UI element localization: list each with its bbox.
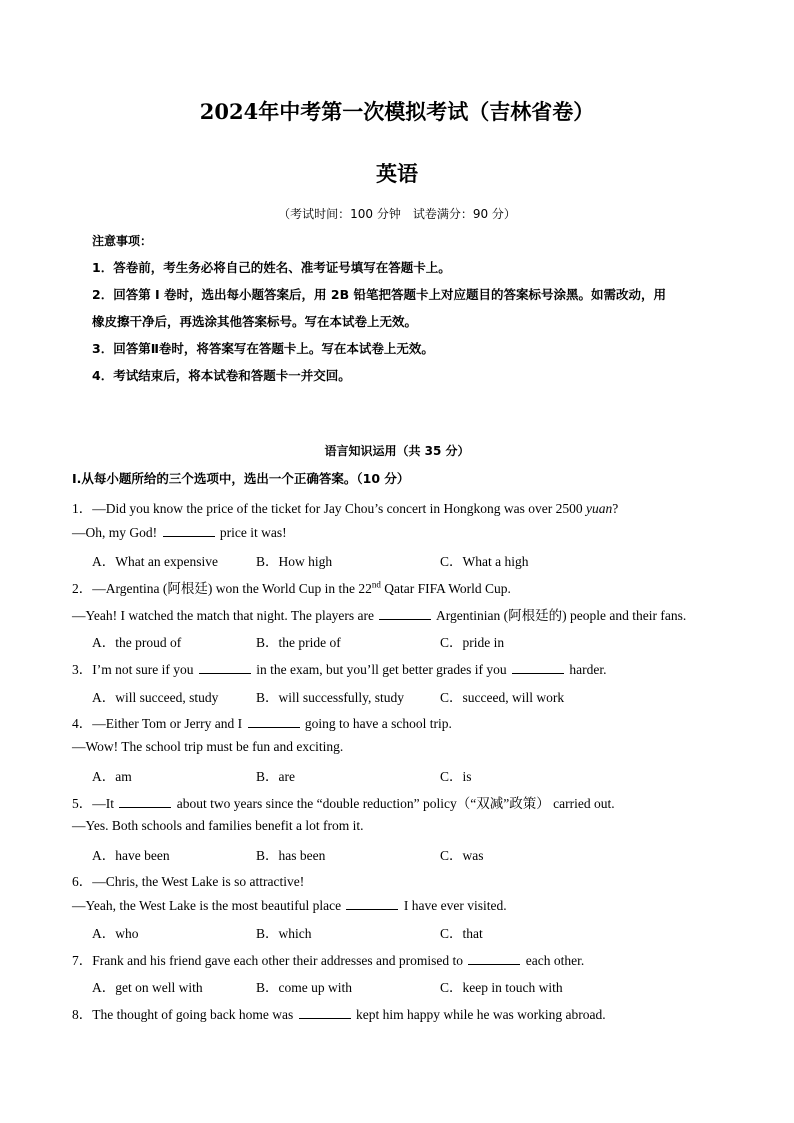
question-2-line-2: —Yeah! I watched the match that night. The players are Argentinian (阿根廷的) people and their fans. <box>72 608 687 623</box>
question-5-line-1: 5．—It about two years since the “double reduction” policy（“双减”政策） carried out. <box>72 796 615 811</box>
question-1-line-1: 1．—Did you know the price of the ticket for Jay Chou’s concert in Hongkong was over 2500 yuan? <box>72 501 619 516</box>
answer-blank <box>199 661 251 674</box>
question-7-line-1: 7．Frank and his friend gave each other their addresses and promised to each other. <box>72 953 585 968</box>
notice-item-2-cont: 橡皮擦干净后，再选涂其他答案标号。写在本试卷上无效。 <box>92 314 418 329</box>
option-a: A．am <box>92 769 132 784</box>
answer-blank <box>512 661 564 674</box>
option-b: B．has been <box>256 848 326 863</box>
option-c: C．was <box>440 848 484 863</box>
option-c: C．pride in <box>440 635 505 650</box>
option-a: A．have been <box>92 848 170 863</box>
question-5-line-2: —Yes. Both schools and families benefit a lot from it. <box>72 818 364 833</box>
question-5-options <box>92 844 732 864</box>
notice-item-1: 1．答卷前，考生务必将自己的姓名、准考证号填写在答题卡上。 <box>92 260 451 275</box>
option-c: C．What a high <box>440 554 529 569</box>
answer-blank <box>346 897 398 910</box>
question-2-line-1: 2．—Argentina (阿根廷) won the World Cup in the 22nd Qatar FIFA World Cup. <box>72 579 511 596</box>
option-b: B．How high <box>256 554 333 569</box>
question-4-line-2: —Wow! The school trip must be fun and exciting. <box>72 739 344 754</box>
question-4-line-1: 4．—Either Tom or Jerry and I going to have a school trip. <box>72 716 452 731</box>
option-b: B．which <box>256 926 312 941</box>
question-6-line-1: 6．—Chris, the West Lake is so attractive! <box>72 874 305 889</box>
subject-title: 英语 <box>376 161 418 186</box>
answer-blank <box>468 952 520 965</box>
section-heading: 语言知识运用（共 35 分） <box>324 444 470 458</box>
notice-item-3: 3．回答第Ⅱ卷时，将答案写在答题卡上。写在本试卷上无效。 <box>92 341 434 356</box>
answer-blank <box>163 524 215 537</box>
question-8-line-1: 8．The thought of going back home was kept him happy while he was working abroad. <box>72 1007 606 1022</box>
option-a: A．get on well with <box>92 980 203 995</box>
question-7-options <box>92 976 732 996</box>
notice-item-4: 4．考试结束后，将本试卷和答题卡一并交回。 <box>92 368 351 383</box>
part-heading: I.从每小题所给的三个选项中，选出一个正确答案。（10 分） <box>72 471 410 486</box>
question-3-line-1: 3．I’m not sure if you in the exam, but you’ll get better grades if you harder. <box>72 662 607 677</box>
question-1-options <box>92 550 732 570</box>
notice-heading: 注意事项： <box>92 234 153 248</box>
question-6-line-2: —Yeah, the West Lake is the most beautiful place I have ever visited. <box>72 898 507 913</box>
page-title: 2024年中考第一次模拟考试（吉林省卷） <box>199 99 595 124</box>
option-a: A．What an expensive <box>92 554 218 569</box>
answer-blank <box>119 795 171 808</box>
option-a: A．will succeed, study <box>92 690 219 705</box>
question-4-options <box>92 765 732 785</box>
option-b: B．will successfully, study <box>256 690 404 705</box>
answer-blank <box>248 715 300 728</box>
option-b: B．are <box>256 769 295 784</box>
option-c: C．is <box>440 769 472 784</box>
option-b: B．come up with <box>256 980 352 995</box>
question-2-options <box>92 631 732 651</box>
notice-item-2: 2．回答第 I 卷时，选出每小题答案后，用 2B 铅笔把答题卡上对应题目的答案标号涂黑。如需改动，用 <box>92 287 666 302</box>
answer-blank <box>299 1006 351 1019</box>
question-6-options <box>92 922 732 942</box>
option-a: A．who <box>92 926 139 941</box>
option-c: C．that <box>440 926 483 941</box>
option-a: A．the proud of <box>92 635 182 650</box>
option-c: C．succeed, will work <box>440 690 565 705</box>
option-b: B．the pride of <box>256 635 341 650</box>
exam-time-info: （考试时间：100 分钟 试卷满分：90 分） <box>278 207 516 221</box>
question-3-options <box>92 686 732 706</box>
answer-blank <box>379 607 431 620</box>
question-1-line-2: —Oh, my God! price it was! <box>72 525 287 540</box>
option-c: C．keep in touch with <box>440 980 563 995</box>
